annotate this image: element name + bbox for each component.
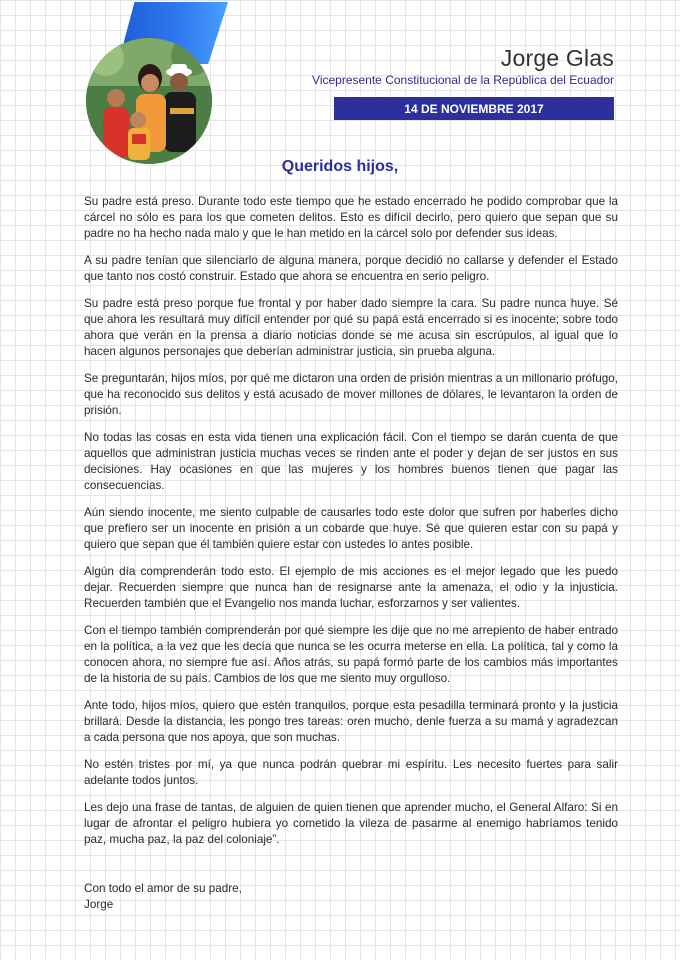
letter-paragraph-9: Ante todo, hijos míos, quiero que estén tranquilos, porque esta pesadilla terminará pronto y la justicia brillará. Desde la distancia, les pongo tres tareas: oren mucho, denle fuerza a su mamá y agradezcan a cada persona que nos apoya, que son muchas. — [84, 699, 618, 744]
letter-date: 14 DE NOVIEMBRE 2017 — [404, 101, 544, 116]
author-name: Jorge Glas — [500, 45, 614, 71]
letter-closing — [84, 881, 242, 913]
closing-line: Con todo el amor de su padre, — [84, 882, 242, 895]
date-banner — [334, 97, 614, 120]
letter-paragraph-6: Aún siendo inocente, me siento culpable de causarles todo este dolor que sufren por haberles dicho que prefiero ser un inocente en prisión a un cobarde que huye. Sé que quieren estar con su papá y quiero que sepan que él también quiere estar con ustedes lo antes posible. — [84, 506, 618, 551]
letter-paragraph-7: Algún día comprenderán todo esto. El ejemplo de mis acciones es el mejor legado que les puedo dejar. Recuerden siempre que nunca han de resignarse ante la amenaza, el odio y la injusticia. Recuerden también que el Evangelio nos manda luchar, esforzarnos y ser valientes. — [84, 565, 618, 610]
letter-body — [84, 194, 618, 859]
family-photo-icon — [86, 38, 212, 164]
letter-paragraph-10: No estén tristes por mí, ya que nunca podrán quebrar mi espíritu. Les necesito fuertes para salir adelante todos juntos. — [84, 758, 618, 787]
letter-paragraph-4: Se preguntarán, hijos míos, por qué me dictaron una orden de prisión mientras a un millonario prófugo, que ha reconocido sus delitos y está acusado de mover millones de dólares, le levantaron la orden de prisión. — [84, 372, 618, 417]
signature: Jorge — [84, 898, 114, 911]
letter-paragraph-5: No todas las cosas en esta vida tienen una explicación fácil. Con el tiempo se darán cuenta de que aquellos que administran justicia muchas veces se rinden ante el poder y dejan de ser justos en sus decisiones. Hay ocasiones en que las mujeres y los hombres buenos tienen que pagar las consecuencias. — [84, 431, 618, 492]
letter-paragraph-2: A su padre tenían que silenciarlo de alguna manera, porque decidió no callarse y defender el Estado que tanto nos costó construir. Estado que ahora se encuentra en serio peligro. — [84, 254, 618, 283]
family-photo — [86, 38, 212, 164]
author-role: Vicepresente Constitucional de la República del Ecuador — [312, 73, 614, 87]
letter-header — [312, 44, 614, 87]
letter-paragraph-1: Su padre está preso. Durante todo este tiempo que he estado encerrado he podido comprobar que la cárcel no sólo es para los que cometen delitos. Esto es difícil decirlo, pero quiero que sepan que su padre no ha hecho nada malo y que le han metido en la cárcel solo por defender sus ideas. — [84, 195, 618, 240]
letter-paragraph-3: Su padre está preso porque fue frontal y por haber dado siempre la cara. Su padre nunca huye. Sé que ahora les resultará muy difícil entender por qué su papá está encerrado si es inocente; sobre todo ahora que verán en la prensa a diario noticias donde se me acusa sin escrúpulos, al igual que lo hacen algunos personajes que deberían administrar justicia, sin prueba alguna. — [84, 297, 618, 358]
letter-paragraph-11: Les dejo una frase de tantas, de alguien de quien tienen que aprender mucho, el General Alfaro: Si en lugar de afrontar el peligro hubiera yo cometido la vileza de pasarme al enemigo habríamos tenido paz, mucha paz, la paz del coloniaje”. — [84, 801, 618, 846]
letter-greeting: Queridos hijos, — [281, 158, 399, 175]
letter-paragraph-8: Con el tiempo también comprenderán por qué siempre les dije que no me arrepiento de haber entrado en la política, a la vez que les decía que nunca se les ocurra meterse en ella. La política, tal y como la conocen ahora, no siempre fue así. Años atrás, su papá formó parte de los cambios más importantes de la historia de su país. Cambios de los que me siento muy orgulloso. — [84, 624, 618, 685]
